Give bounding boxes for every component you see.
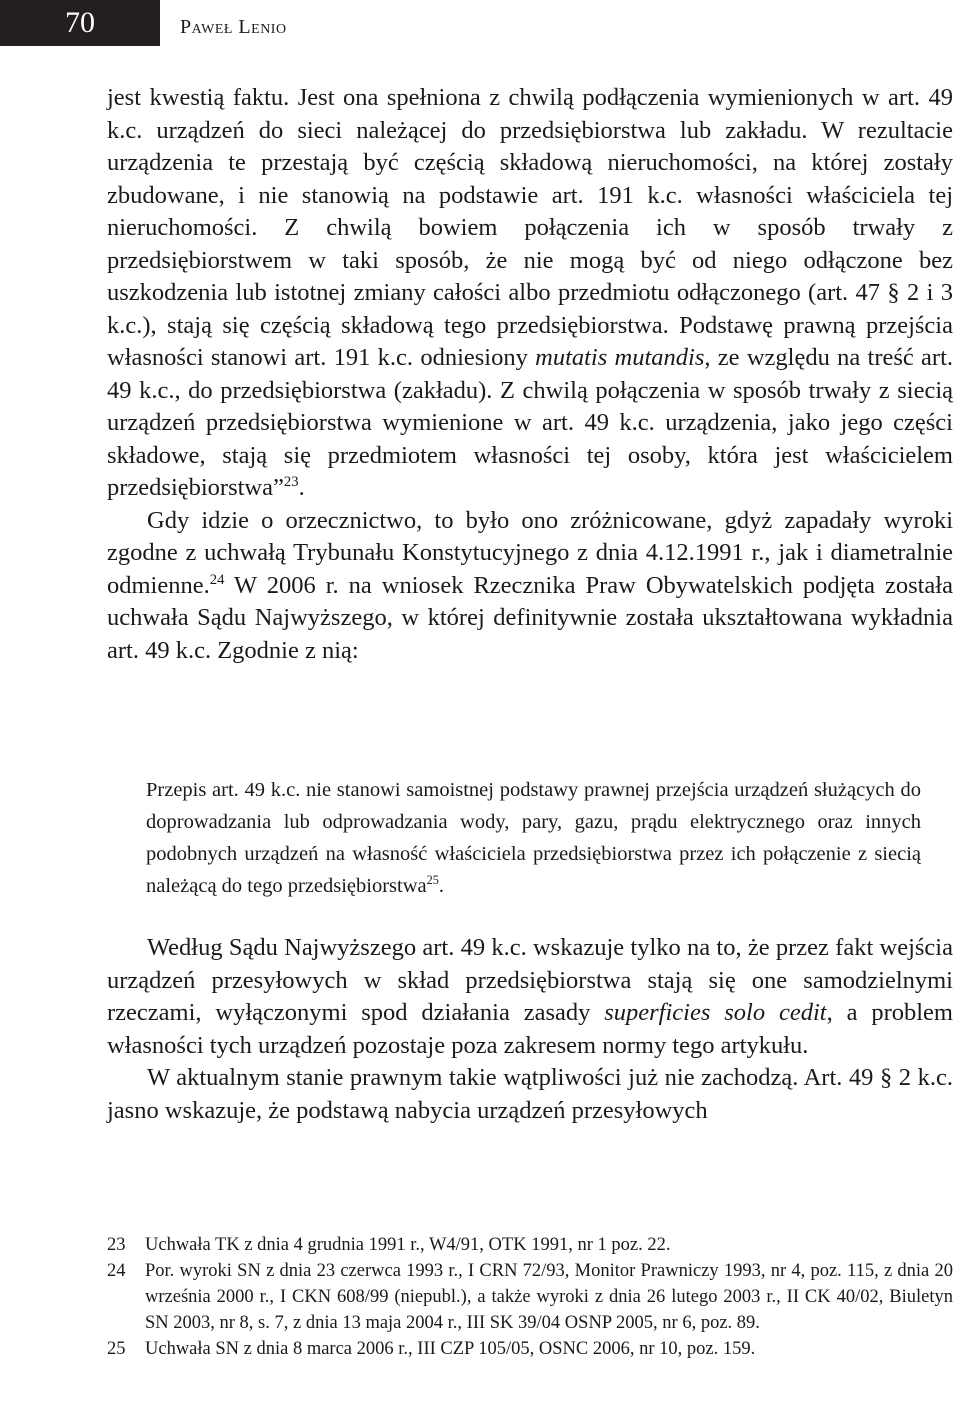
footnotes [107,1232,953,1362]
footnote-number: 25 [107,1339,126,1359]
footnote-ref-24[interactable]: 24 [209,571,225,588]
footnote-text: Uchwała TK z dnia 4 grudnia 1991 r., W4/91, OTK 1991, nr 1 poz. 22. [145,1235,671,1255]
footnote-number: 23 [107,1235,126,1255]
footnote-number: 24 [107,1261,126,1281]
footnote-ref-23[interactable]: 23 [283,473,299,490]
footnote-24 [107,1258,953,1336]
footnote-23 [107,1232,953,1258]
footnote-25 [107,1336,953,1362]
footnote-text: Por. wyroki SN z dnia 23 czerwca 1993 r., I CRN 72/93, Monitor Prawniczy 1993, nr 4, poz. 115, z dnia 20 września 2000 r., I CKN 608/99 (niepubl.), a także wyroki z dnia 26 lutego 2003 r., II CK 40/02, Biuletyn SN 2003, nr 8, s. 7, z dnia 13 maja 2004 r., III SK 39/04 OSNP 2005, nr 6, poz. 89. [145,1261,953,1333]
paragraph-4: W aktualnym stanie prawnym takie wątpliwości już nie zachodzą. Art. 49 § 2 k.c. jasno wskazuje, że podstawą nabycia urządzeń przesyłowych [107,1064,953,1124]
main-text-continued [107,932,953,1127]
footnote-ref-25[interactable]: 25 [426,873,439,888]
paragraph-1: jest kwestią faktu. Jest ona spełniona z chwilą podłączenia wymienionych w art. 49 k.c. urządzeń do sieci należącej do przedsiębiorstwa lub zakładu. W rezultacie urządzenia te przestają być częścią składową nieruchomości, na której zostały zbudowane, i nie stanowią na podstawie art. 191 k.c. własności właściciela tej nieruchomości. Z chwilą bowiem połączenia ich w sposób trwały z przedsiębiorstwem w taki sposób, że nie mogą być od niego odłączone bez uszkodzenia lub istotnej zmiany całości albo przedmiotu odłączonego (art. 47 § 2 i 3 k.c.), stają się częścią składową tego przedsiębiorstwa. Podstawę prawną przejścia własności stanowi art. 191 k.c. odniesiony mutatis mutandis, ze względu na treść art. 49 k.c., do przedsiębiorstwa (zakładu). Z chwilą połączenia w sposób trwały z siecią urządzeń przedsiębiorstwa wymienione w art. 49 k.c. urządzenia, jako jego części składowe, stają się przedmiotem własności tej osoby, która jest właścicielem przedsiębiorstwa”$^{23}$. [107,84,954,501]
paragraph-3: Według Sądu Najwyższego art. 49 k.c. wskazuje tylko na to, że przez fakt wejścia urządzeń przesyłowych w skład przedsiębiorstwa stają się one samodzielnymi rzeczami, wyłączonymi spod działania zasady superficies solo cedit, a problem własności tych urządzeń pozostaje poza zakresem normy tego artykułu. [107,934,953,1059]
running-head-author: Paweł Lenio [180,16,287,38]
paragraph-2: Gdy idzie o orzecznictwo, to było ono zróżnicowane, gdyż zapadały wyroki zgodne z uchwałą Trybunału Konstytucyjnego z dnia 4.12.1991 r., jak i diametralnie odmienne.$^{24}$ W 2006 r. na wniosek Rzecznika Praw Obywatelskich podjęta została uchwała Sądu Najwyższego, w której definitywnie została ukształtowana wykładnia art. 49 k.c. Zgodnie z nią: [107,506,953,664]
block-quote: Przepis art. 49 k.c. nie stanowi samoistnej podstawy prawnej przejścia urządzeń służących do doprowadzania lub odprowadzania wody, pary, gazu, prądu elektrycznego oraz innych podobnych urządzeń na własność właściciela przedsiębiorstwa przez ich połączenie z siecią należącą do tego przedsiębiorstwa$^{25}$. [146,779,921,897]
main-text [107,82,953,667]
page-number: 70 [0,0,160,46]
footnote-text: Uchwała SN z dnia 8 marca 2006 r., III CZP 105/05, OSNC 2006, nr 10, poz. 159. [145,1339,756,1359]
